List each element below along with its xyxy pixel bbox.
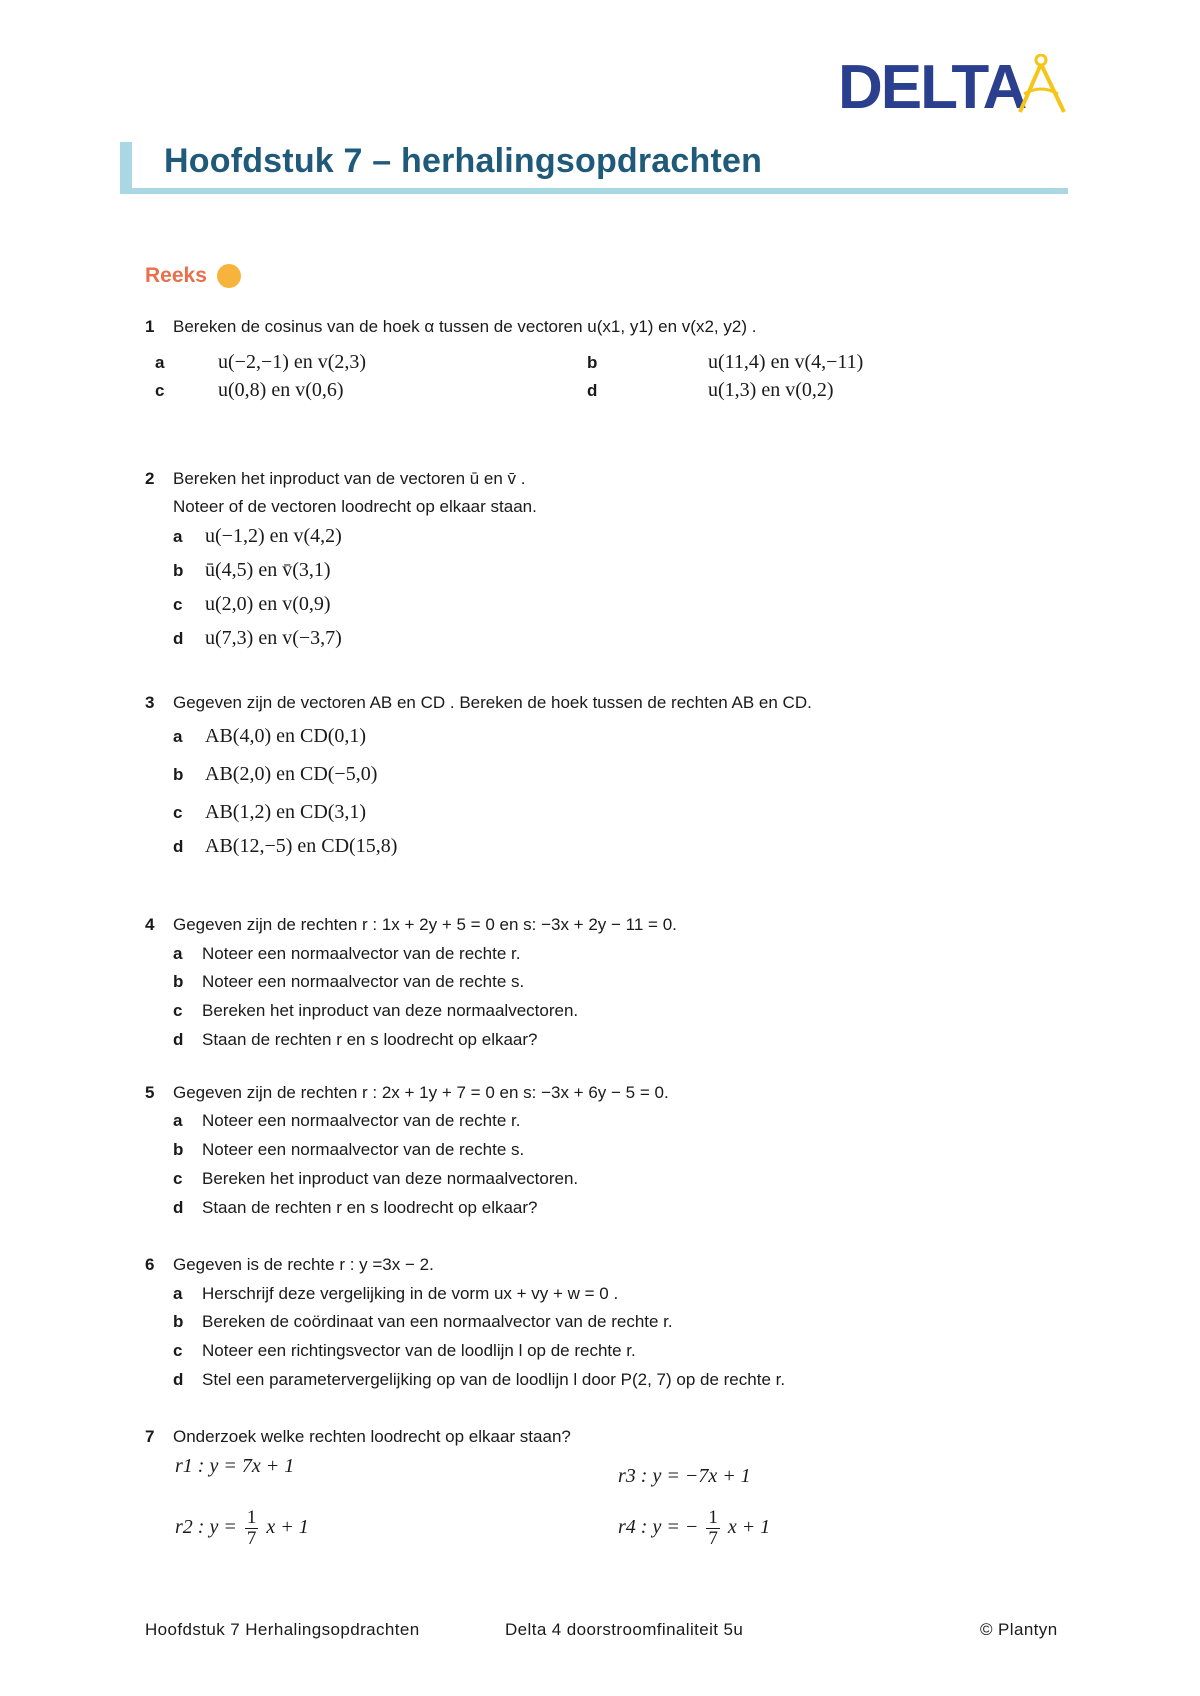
- q5-a-text: Noteer een normaalvector van de rechte r.: [202, 1111, 521, 1130]
- question-6-number: 6: [145, 1255, 155, 1274]
- q6-c-label: c: [173, 1341, 183, 1360]
- question-5-number: 5: [145, 1083, 155, 1102]
- r4-fraction: [706, 1508, 720, 1549]
- q6-b-text: Bereken de coördinaat van een normaalvector van de rechte r.: [202, 1312, 673, 1331]
- q5-c-text: Bereken het inproduct van deze normaalvectoren.: [202, 1169, 579, 1188]
- title-underline: [120, 188, 1068, 194]
- question-6-text: Gegeven is de rechte r : y =3x − 2.: [173, 1255, 434, 1274]
- q6-b-label: b: [173, 1312, 184, 1331]
- q5-b-label: b: [173, 1140, 184, 1159]
- q2-b-label: b: [173, 561, 184, 580]
- line-r1-equation: r1 : y = 7x + 1: [175, 1455, 295, 1477]
- line-r4-equation: [618, 1508, 770, 1549]
- q4-c-label: c: [173, 1001, 183, 1020]
- q2-c-label: c: [173, 595, 183, 614]
- line-r2-equation: [175, 1508, 309, 1549]
- q3-d-label: d: [173, 837, 184, 856]
- q3-c-label: c: [173, 803, 183, 822]
- question-4-number: 4: [145, 915, 155, 934]
- q3-c-text: AB(1,2) en CD(3,1): [205, 801, 367, 823]
- q3-a-text: AB(4,0) en CD(0,1): [205, 725, 367, 747]
- logo-text: DELTA: [838, 54, 1026, 116]
- q2-d-text: u(7,3) en v(−3,7): [205, 627, 342, 649]
- q6-d-text: Stel een parametervergelijking op van de loodlijn l door P(2, 7) op de rechte r.: [202, 1370, 786, 1389]
- q2-b-text: ū(4,5) en v̄(3,1): [205, 559, 331, 581]
- question-5-text: Gegeven zijn de rechten r : 2x + 1y + 7 = 0 en s: −3x + 6y − 5 = 0.: [173, 1083, 669, 1102]
- q2-c-text: u(2,0) en v(0,9): [205, 593, 331, 615]
- q3-b-text: AB(2,0) en CD(−5,0): [205, 763, 378, 785]
- compass-icon: [1020, 55, 1064, 112]
- q6-a-text: Herschrijf deze vergelijking in de vorm ux + vy + w = 0 .: [202, 1284, 619, 1303]
- q1-a-label: a: [155, 353, 165, 372]
- q4-d-label: d: [173, 1030, 184, 1049]
- q1-c-label: c: [155, 381, 165, 400]
- question-4-text: Gegeven zijn de rechten r : 1x + 2y + 5 = 0 en s: −3x + 2y − 11 = 0.: [173, 915, 677, 934]
- q1-b-label: b: [587, 353, 598, 372]
- q1-a-text: u(−2,−1) en v(2,3): [218, 351, 367, 373]
- q4-b-text: Noteer een normaalvector van de rechte s.: [202, 972, 525, 991]
- question-3-text: Gegeven zijn de vectoren AB en CD . Bereken de hoek tussen de rechten AB en CD.: [173, 693, 812, 712]
- footer-book: Delta 4 doorstroomfinaliteit 5u: [505, 1620, 744, 1639]
- r4-prefix: r4 : y = −: [618, 1516, 699, 1539]
- q4-b-label: b: [173, 972, 184, 991]
- title-accent-bar: [120, 142, 132, 194]
- r4-numerator: 1: [708, 1507, 718, 1528]
- q4-c-text: Bereken het inproduct van deze normaalvectoren.: [202, 1001, 579, 1020]
- footer-publisher: © Plantyn: [980, 1620, 1058, 1639]
- q2-a-label: a: [173, 527, 183, 546]
- r4-denominator: 7: [708, 1528, 718, 1549]
- question-7-text: Onderzoek welke rechten loodrecht op elkaar staan?: [173, 1427, 571, 1446]
- series-label: Reeks: [145, 264, 207, 287]
- q5-a-label: a: [173, 1111, 183, 1130]
- q1-b-text: u(11,4) en v(4,−11): [708, 351, 864, 373]
- question-1-number: 1: [145, 317, 155, 336]
- q1-d-text: u(1,3) en v(0,2): [708, 379, 834, 401]
- q4-a-label: a: [173, 944, 183, 963]
- q2-d-label: d: [173, 629, 184, 648]
- question-2-text: Bereken het inproduct van de vectoren ū en v̄ .: [173, 469, 526, 488]
- q1-d-label: d: [587, 381, 598, 400]
- q5-c-label: c: [173, 1169, 183, 1188]
- r2-numerator: 1: [246, 1507, 257, 1528]
- question-1-text: Bereken de cosinus van de hoek α tussen de vectoren u(x1, y1) en v(x2, y2) .: [173, 317, 757, 336]
- q3-b-label: b: [173, 765, 184, 784]
- difficulty-dot-icon: [217, 264, 241, 288]
- question-3-number: 3: [145, 693, 155, 712]
- page-title: Hoofdstuk 7 – herhalingsopdrachten: [164, 142, 763, 180]
- line-r3-equation: r3 : y = −7x + 1: [618, 1465, 751, 1487]
- q4-d-text: Staan de rechten r en s loodrecht op elkaar?: [202, 1030, 538, 1049]
- q5-b-text: Noteer een normaalvector van de rechte s.: [202, 1140, 525, 1159]
- question-7-number: 7: [145, 1427, 155, 1446]
- r4-suffix: x + 1: [727, 1516, 771, 1539]
- r2-suffix: x + 1: [266, 1516, 309, 1539]
- q5-d-label: d: [173, 1198, 184, 1217]
- question-2-text-line2: Noteer of de vectoren loodrecht op elkaar staan.: [173, 497, 537, 516]
- r2-fraction: [245, 1508, 259, 1549]
- q1-c-text: u(0,8) en v(0,6): [218, 379, 344, 401]
- q6-c-text: Noteer een richtingsvector van de loodlijn l op de rechte r.: [202, 1341, 636, 1360]
- q3-a-label: a: [173, 727, 183, 746]
- delta-logo: [838, 54, 1074, 116]
- q2-a-text: u(−1,2) en v(4,2): [205, 525, 342, 547]
- question-2-number: 2: [145, 469, 155, 488]
- r2-prefix: r2 : y =: [175, 1516, 237, 1539]
- q6-d-label: d: [173, 1370, 184, 1389]
- r2-denominator: 7: [246, 1528, 257, 1549]
- q5-d-text: Staan de rechten r en s loodrecht op elkaar?: [202, 1198, 538, 1217]
- footer-chapter: Hoofdstuk 7 Herhalingsopdrachten: [145, 1620, 420, 1639]
- q3-d-text: AB(12,−5) en CD(15,8): [205, 835, 398, 857]
- q4-a-text: Noteer een normaalvector van de rechte r.: [202, 944, 521, 963]
- q6-a-label: a: [173, 1284, 183, 1303]
